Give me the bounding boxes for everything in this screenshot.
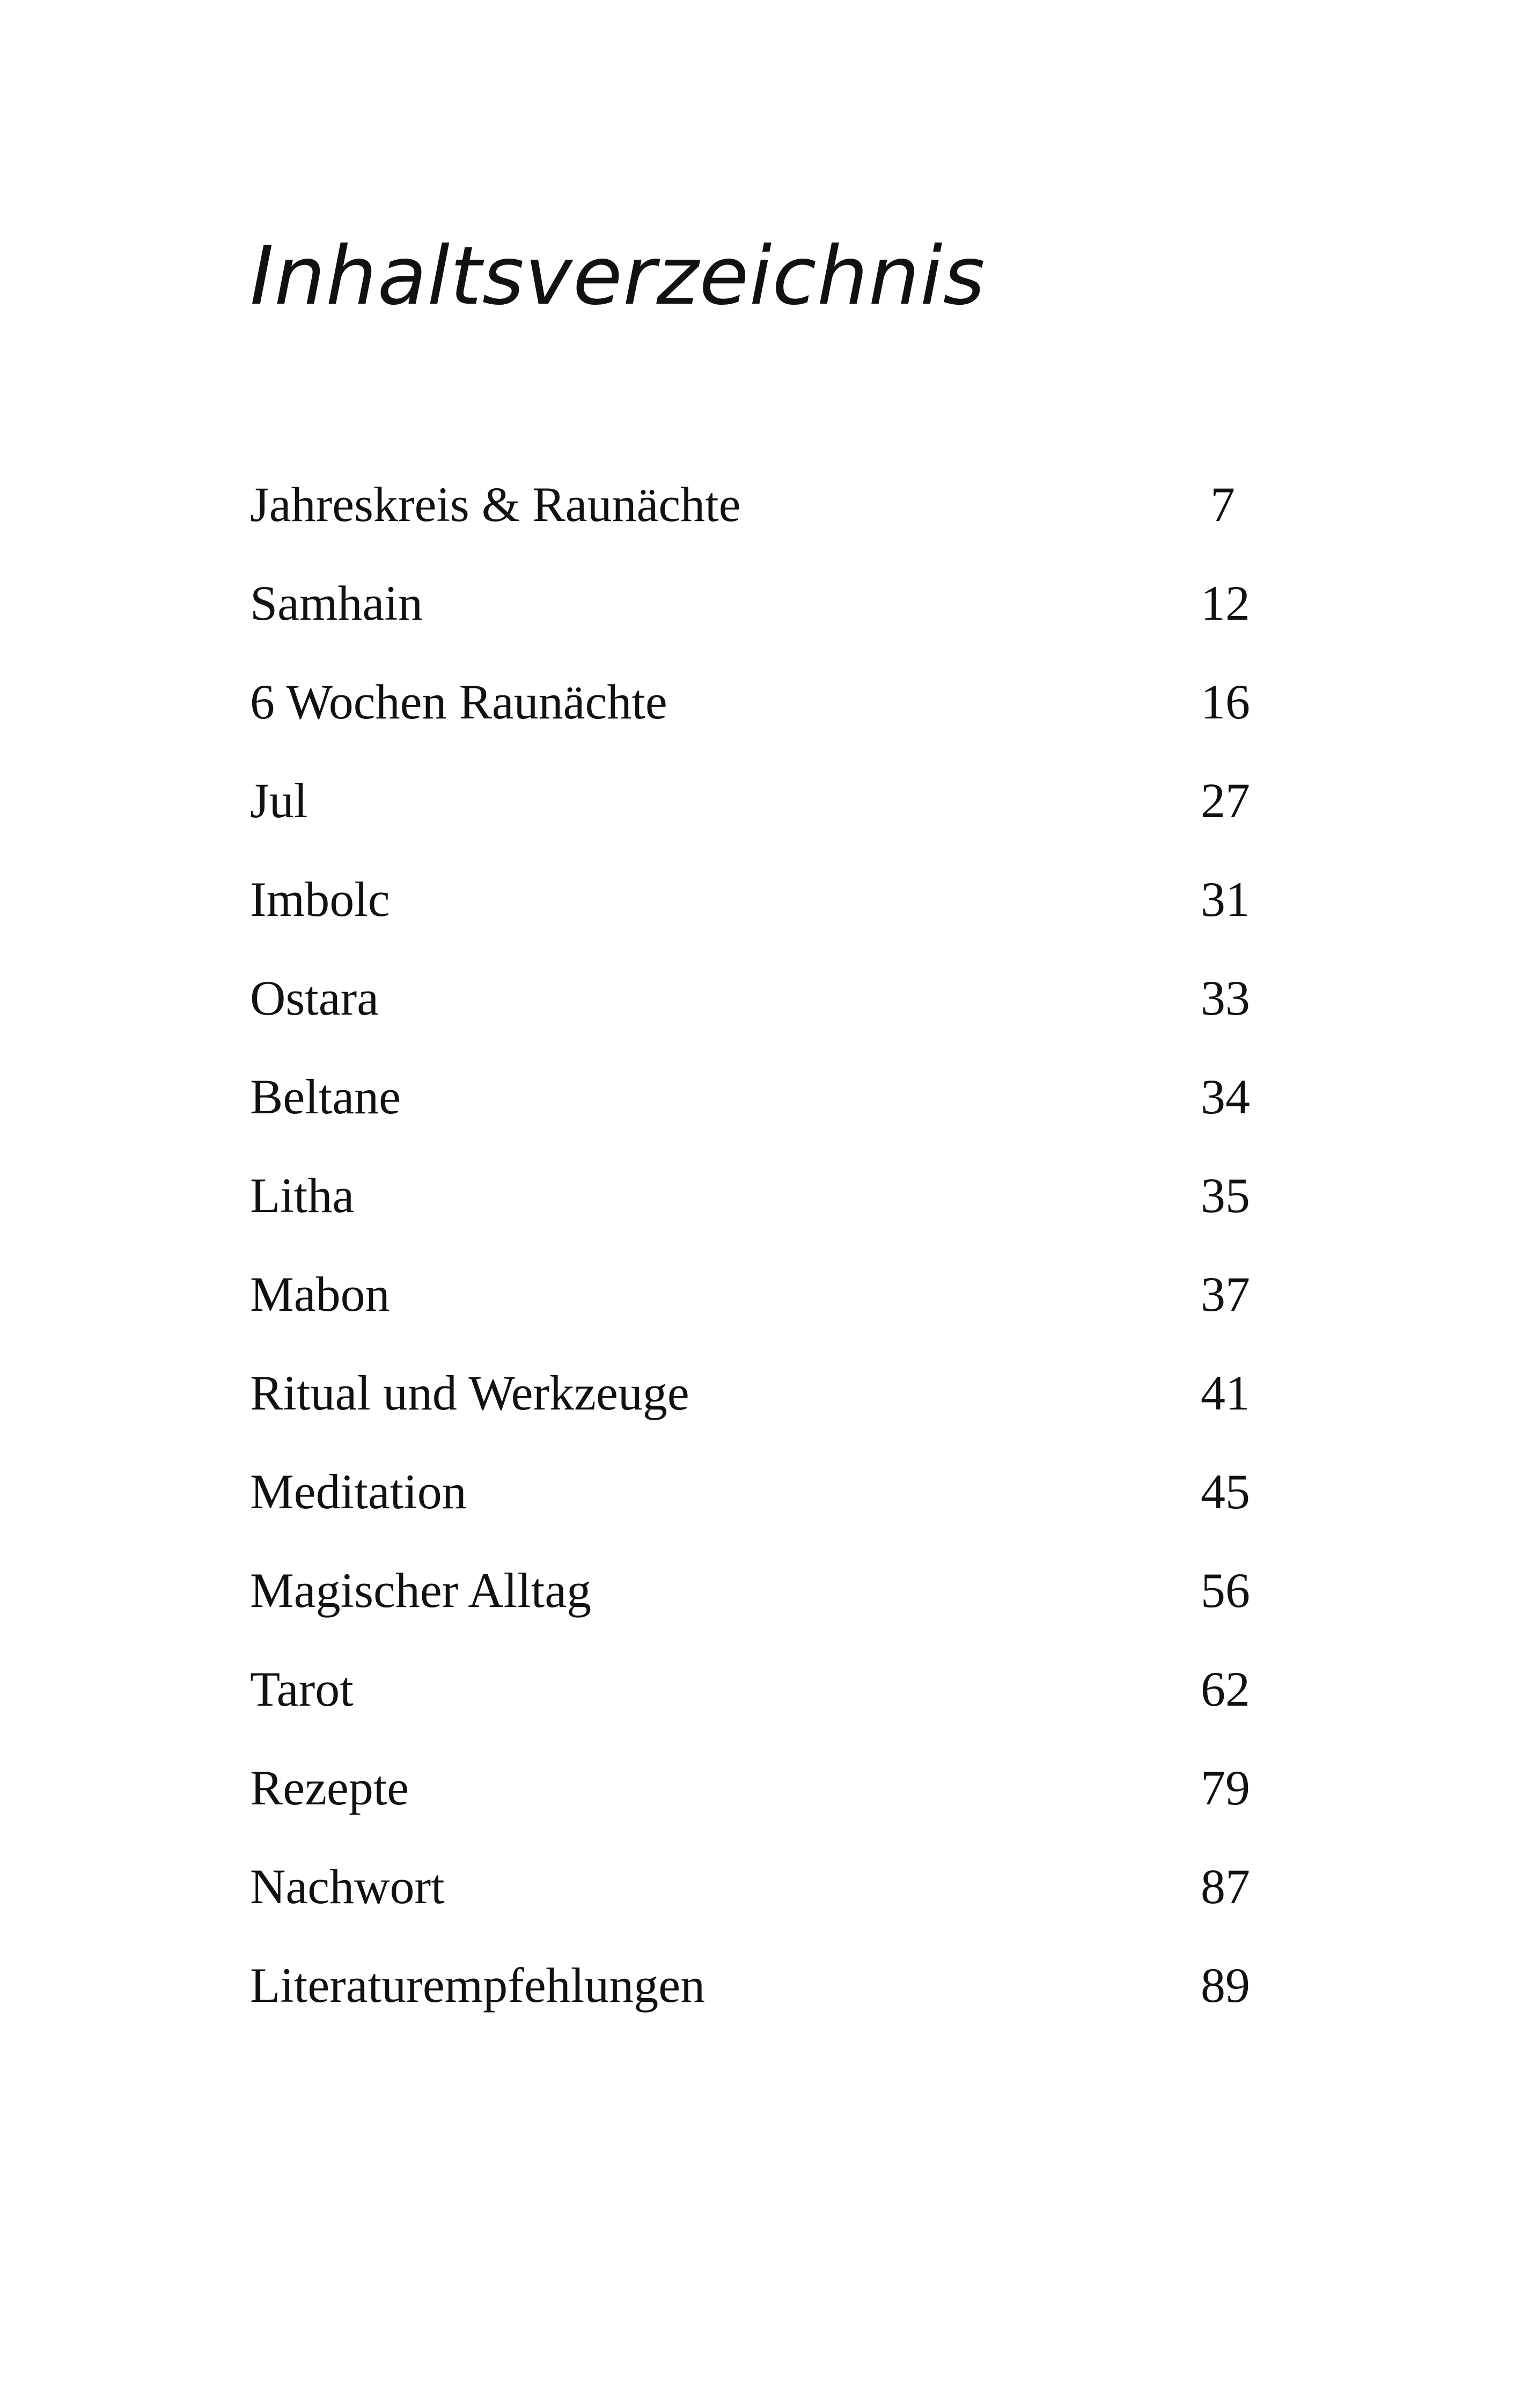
toc-entry-page: 37 [1201,1267,1250,1322]
toc-entry-label: Jahreskreis & Raunächte [250,477,741,532]
toc-entry [250,763,1250,862]
toc-entry [250,566,1250,664]
toc-entry [250,664,1250,763]
toc-entry-page: 41 [1201,1365,1250,1420]
toc-entry-page: 12 [1201,576,1250,630]
toc-entry-label: Mabon [250,1267,390,1322]
toc-entry-label: Litha [250,1168,355,1223]
toc-entry-label: Tarot [250,1662,354,1716]
toc-entry [250,1059,1250,1158]
toc-entry-label: Imbolc [250,872,390,927]
toc-entry-page: 33 [1201,971,1250,1025]
toc-entry [250,1849,1250,1948]
toc-entry [250,960,1250,1059]
toc-entry-page: 31 [1201,872,1250,927]
toc-entry [250,1948,1250,2046]
toc-entry [250,1257,1250,1355]
toc-entry-page: 27 [1201,773,1250,828]
toc-entry-label: Magischer Alltag [250,1563,592,1618]
toc-entry [250,862,1250,960]
toc-entry-label: Nachwort [250,1859,445,1914]
toc-entry-page: 89 [1201,1958,1250,2013]
toc-entry-label: Ostara [250,971,379,1025]
toc-entry [250,1454,1250,1553]
toc-entry-page: 34 [1201,1069,1250,1124]
toc-entry-label: Rezepte [250,1760,409,1815]
toc-entry-label: Beltane [250,1069,401,1124]
toc-entry-label: Literaturempfehlungen [250,1958,706,2013]
toc-entry-page: 62 [1201,1662,1250,1716]
toc-entry-label: Jul [250,773,308,828]
toc-entry-label: 6 Wochen Raunächte [250,674,667,729]
toc-entry-page: 45 [1201,1464,1250,1519]
toc-entry-page: 79 [1201,1760,1250,1815]
toc-entry [250,1750,1250,1849]
table-of-contents [250,467,1250,2046]
toc-entry-label: Samhain [250,576,423,630]
toc-entry [250,1553,1250,1651]
toc-entry-page: 7 [1210,477,1235,532]
toc-entry-page: 87 [1201,1859,1250,1914]
toc-entry-label: Ritual und Werkzeuge [250,1365,689,1420]
toc-entry [250,467,1250,566]
toc-entry [250,1651,1250,1750]
page-title: Inhaltsverzeichnis [250,230,986,323]
toc-entry [250,1158,1250,1257]
toc-entry-label: Meditation [250,1464,467,1519]
toc-entry-page: 35 [1201,1168,1250,1223]
toc-entry-page: 16 [1201,674,1250,729]
toc-entry [250,1355,1250,1454]
toc-entry-page: 56 [1201,1563,1250,1618]
